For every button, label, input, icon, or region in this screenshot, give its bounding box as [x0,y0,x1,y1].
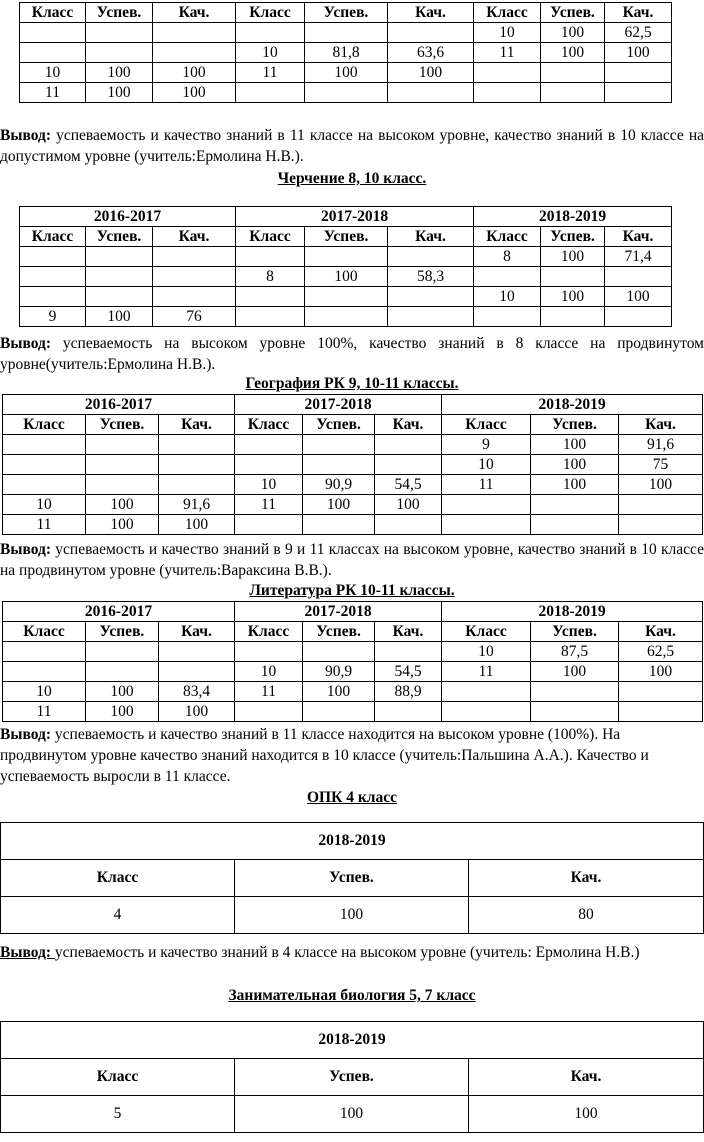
table-cell: 11 [235,495,303,515]
table-cell [305,83,388,103]
table-cell: 100 [531,435,619,455]
table-cell: 11 [3,702,86,722]
table-cell: 11 [442,662,531,682]
header-cell: Класс [442,415,531,435]
table-cell: 75 [619,455,703,475]
table-cell [235,642,303,662]
table-cell: 9 [442,435,531,455]
table-cell: 83,4 [159,682,235,702]
table-cell [236,23,305,43]
conclusion-text: успеваемость и качество знаний в 9 и 11 классах на высоком уровне, качество знаний в 10 классе на продвинутом уровне (учитель:Вараксина В.В.). [0,541,704,579]
header-cell: Класс [20,227,86,247]
table-cell: 62,5 [605,23,672,43]
table-cell [388,83,474,103]
table-cell: 100 [86,682,159,702]
conclusion-literature [0,724,704,787]
table-row [20,83,672,103]
header-cell: Успев. [235,1059,469,1096]
table-cell: 100 [305,267,388,287]
header-cell: Класс [3,622,86,642]
year-cell: 2018-2019 [1,823,704,860]
table-cell: 5 [1,1096,235,1133]
table-cell [153,43,236,63]
table-cell: 11 [474,43,541,63]
table-cell: 10 [3,495,86,515]
table-header-row [20,3,672,23]
table-cell: 9 [20,307,86,327]
table-row [3,515,703,535]
table-cell: 100 [86,307,153,327]
table-cell: 100 [86,495,159,515]
table-cell: 100 [375,495,442,515]
table-cell [541,83,605,103]
table-cell [159,475,235,495]
table-cell: 100 [86,83,153,103]
table-cell [303,455,375,475]
year-cell: 2016-2017 [3,395,235,415]
table-cell: 90,9 [303,662,375,682]
table-cell: 90,9 [303,475,375,495]
header-cell: Успев. [235,860,469,897]
table-cell: 11 [3,515,86,535]
table-cell: 100 [605,43,672,63]
header-cell: Кач. [388,3,474,23]
table-cell [303,435,375,455]
table-cell [159,642,235,662]
table-opk [0,822,704,934]
table-row [20,63,672,83]
year-cell: 2017-2018 [236,207,474,227]
header-cell: Успев. [531,622,619,642]
table-row [3,682,703,702]
table-cell: 63,6 [388,43,474,63]
header-cell: Кач. [605,3,672,23]
year-row [1,1022,704,1059]
header-cell: Кач. [469,860,704,897]
year-cell: 2017-2018 [235,395,442,415]
table-cell [388,287,474,307]
table-cell [159,662,235,682]
table-cell: 8 [474,247,541,267]
table-cell: 8 [236,267,305,287]
table-cell: 88,9 [375,682,442,702]
year-row [3,395,703,415]
table-cell [375,455,442,475]
table-cell [531,515,619,535]
table-cell: 100 [388,63,474,83]
table-cell [388,307,474,327]
table-cell [236,307,305,327]
table-cell: 11 [442,475,531,495]
table-cell: 100 [531,475,619,495]
table-cell [442,515,531,535]
table-cell [86,247,153,267]
table-cell: 11 [236,63,305,83]
conclusion-drafting [0,333,704,375]
table-cell [474,63,541,83]
table-cell [20,267,86,287]
table-cell: 100 [531,662,619,682]
table-cell: 100 [159,515,235,535]
header-cell: Класс [1,860,235,897]
table-cell: 100 [303,495,375,515]
table-cell: 11 [235,682,303,702]
table-cell: 71,4 [605,247,672,267]
table-header-row [3,415,703,435]
table-cell: 81,8 [305,43,388,63]
header-cell: Успев. [541,227,605,247]
year-cell: 2018-2019 [474,207,672,227]
table-literature [2,601,703,722]
header-cell: Успев. [541,3,605,23]
table-cell [531,702,619,722]
table-cell [3,642,86,662]
conclusion-text: успеваемость на высоком уровне 100%, качество знаний в 8 классе на продвинутом уровне(учитель:Ермолина Н.В.). [0,335,704,373]
header-cell: Кач. [375,415,442,435]
table-cell [86,23,153,43]
table-1 [19,2,672,103]
table-cell [235,435,303,455]
header-cell: Класс [474,3,541,23]
table-cell [235,702,303,722]
table-cell: 10 [3,682,86,702]
table-cell [305,23,388,43]
table-cell [153,287,236,307]
section-title-biology: Занимательная биология 5, 7 класс [228,987,476,1004]
header-cell: Класс [235,415,303,435]
table-cell [303,515,375,535]
header-cell: Класс [474,227,541,247]
table-cell: 100 [605,287,672,307]
table-cell [3,475,86,495]
table-cell: 4 [1,897,235,934]
header-cell: Кач. [153,227,236,247]
table-cell [153,23,236,43]
table-cell [20,43,86,63]
table-row [20,307,672,327]
table-cell: 100 [541,23,605,43]
table-cell: 54,5 [375,662,442,682]
table-row [20,247,672,267]
table-cell [619,495,703,515]
table-cell [619,515,703,535]
header-cell: Успев. [531,415,619,435]
table-cell [86,475,159,495]
header-cell: Кач. [619,622,703,642]
table-cell [474,83,541,103]
table-cell: 80 [469,897,704,934]
header-cell: Успев. [305,3,388,23]
table-cell [20,247,86,267]
table-cell [375,642,442,662]
table-row [1,1096,704,1133]
table-cell [605,267,672,287]
table-cell [153,267,236,287]
table-cell [86,662,159,682]
table-cell [605,307,672,327]
table-row [20,287,672,307]
table-cell: 10 [20,63,86,83]
header-cell: Кач. [469,1059,704,1096]
table-cell [474,267,541,287]
header-cell: Класс [3,415,86,435]
table-header-row [1,1059,704,1096]
table-cell: 100 [235,897,469,934]
section-title-literature: Литература РК 10-11 классы. [249,582,455,599]
table-header-row [3,622,703,642]
table-cell [159,455,235,475]
table-cell [86,267,153,287]
header-cell: Кач. [388,227,474,247]
table-cell [388,247,474,267]
table-cell [305,307,388,327]
table-cell [442,682,531,702]
year-row [1,823,704,860]
table-cell: 11 [20,83,86,103]
conclusion-1 [0,125,704,167]
table-row [3,475,703,495]
table-cell [3,455,86,475]
table-cell [531,682,619,702]
table-cell [303,702,375,722]
table-cell: 100 [531,455,619,475]
conclusion-text: успеваемость и качество знаний в 11 классе находится на высоком уровне (100%). На продвинутом уровне качество знаний находится в 10 классе (учитель:Пальшина А.А.). Качество и успеваемость выросли в 11 классе. [0,726,649,785]
header-cell: Класс [236,227,305,247]
section-title-geography: География РК 9, 10-11 классы. [245,375,459,392]
table-cell [3,435,86,455]
table-cell [442,702,531,722]
table-cell [375,515,442,535]
table-cell: 10 [442,642,531,662]
table-cell: 10 [236,43,305,63]
table-cell: 100 [541,287,605,307]
header-cell: Кач. [153,3,236,23]
header-cell: Кач. [159,622,235,642]
table-cell [86,642,159,662]
table-row [3,455,703,475]
table-cell: 100 [159,702,235,722]
table-cell [236,247,305,267]
table-cell: 100 [235,1096,469,1133]
table-header-row [1,860,704,897]
table-geography [2,394,703,535]
year-cell: 2018-2019 [442,395,703,415]
table-cell [86,43,153,63]
header-cell: Успев. [303,415,375,435]
year-cell: 2018-2019 [442,602,703,622]
table-row [20,43,672,63]
year-cell: 2017-2018 [235,602,442,622]
table-cell: 10 [442,455,531,475]
table-row [3,702,703,722]
table-cell [305,287,388,307]
table-cell [541,267,605,287]
table-cell [605,63,672,83]
header-cell: Кач. [619,415,703,435]
table-cell: 100 [541,43,605,63]
table-cell: 76 [153,307,236,327]
header-cell: Успев. [305,227,388,247]
table-cell [153,247,236,267]
table-cell: 100 [619,475,703,495]
table-cell: 100 [86,63,153,83]
header-cell: Класс [20,3,86,23]
year-cell: 2016-2017 [20,207,236,227]
conclusion-label: Вывод: [0,944,55,961]
year-row [3,602,703,622]
table-cell [605,83,672,103]
conclusion-text: успеваемость и качество знаний в 4 классе на высоком уровне (учитель: Ермолина Н.В.) [54,944,640,961]
table-cell [20,287,86,307]
table-row [3,495,703,515]
conclusion-geography [0,539,704,581]
header-cell: Успев. [86,3,153,23]
header-cell: Класс [442,622,531,642]
table-cell: 10 [235,475,303,495]
table-cell: 10 [474,287,541,307]
table-cell [305,247,388,267]
table-cell [20,23,86,43]
table-cell [474,307,541,327]
header-cell: Класс [235,622,303,642]
table-biology [0,1021,704,1133]
table-row [3,642,703,662]
table-cell: 100 [541,247,605,267]
header-cell: Успев. [86,622,159,642]
table-cell [375,435,442,455]
header-cell: Класс [1,1059,235,1096]
table-cell: 91,6 [619,435,703,455]
table-cell [375,702,442,722]
table-cell: 100 [153,83,236,103]
table-cell [442,495,531,515]
conclusion-opk [0,942,704,963]
table-row [1,897,704,934]
table-cell [86,287,153,307]
conclusion-text: успеваемость и качество знаний в 11 классе на высоком уровне, качество знаний в 10 классе на допустимом уровне (учитель:Ермолина Н.В.). [0,127,704,165]
table-cell: 62,5 [619,642,703,662]
header-cell: Кач. [159,415,235,435]
year-cell: 2016-2017 [3,602,235,622]
table-cell: 100 [619,662,703,682]
table-cell [236,287,305,307]
table-cell: 100 [303,682,375,702]
table-cell: 100 [469,1096,704,1133]
header-cell: Успев. [303,622,375,642]
header-cell: Успев. [86,227,153,247]
conclusion-label: Вывод: [0,726,52,743]
table-header-row [20,227,672,247]
year-row [20,207,672,227]
year-cell: 2018-2019 [1,1022,704,1059]
table-cell [235,515,303,535]
table-cell [303,642,375,662]
table-cell [3,662,86,682]
section-title-opk: ОПК 4 класс [307,789,397,806]
conclusion-label: Вывод: [0,127,52,144]
conclusion-label: Вывод: [0,541,52,558]
table-cell: 100 [86,702,159,722]
table-cell [619,682,703,702]
table-cell: 10 [474,23,541,43]
table-cell: 54,5 [375,475,442,495]
table-cell [159,435,235,455]
table-row [20,267,672,287]
table-cell [86,455,159,475]
conclusion-label: Вывод: [0,335,52,352]
table-drafting [19,206,672,327]
table-cell: 10 [235,662,303,682]
table-cell [235,455,303,475]
table-cell [541,63,605,83]
table-row [3,662,703,682]
table-cell [531,495,619,515]
table-row [20,23,672,43]
table-cell [86,435,159,455]
table-cell: 100 [305,63,388,83]
header-cell: Класс [236,3,305,23]
table-cell [619,702,703,722]
section-title-drafting: Черчение 8, 10 класс. [277,170,427,187]
table-row [3,435,703,455]
table-cell: 87,5 [531,642,619,662]
table-cell: 58,3 [388,267,474,287]
header-cell: Кач. [375,622,442,642]
table-cell: 100 [153,63,236,83]
table-cell: 91,6 [159,495,235,515]
table-cell [388,23,474,43]
table-cell [236,83,305,103]
header-cell: Кач. [605,227,672,247]
table-cell [541,307,605,327]
table-cell: 100 [86,515,159,535]
header-cell: Успев. [86,415,159,435]
